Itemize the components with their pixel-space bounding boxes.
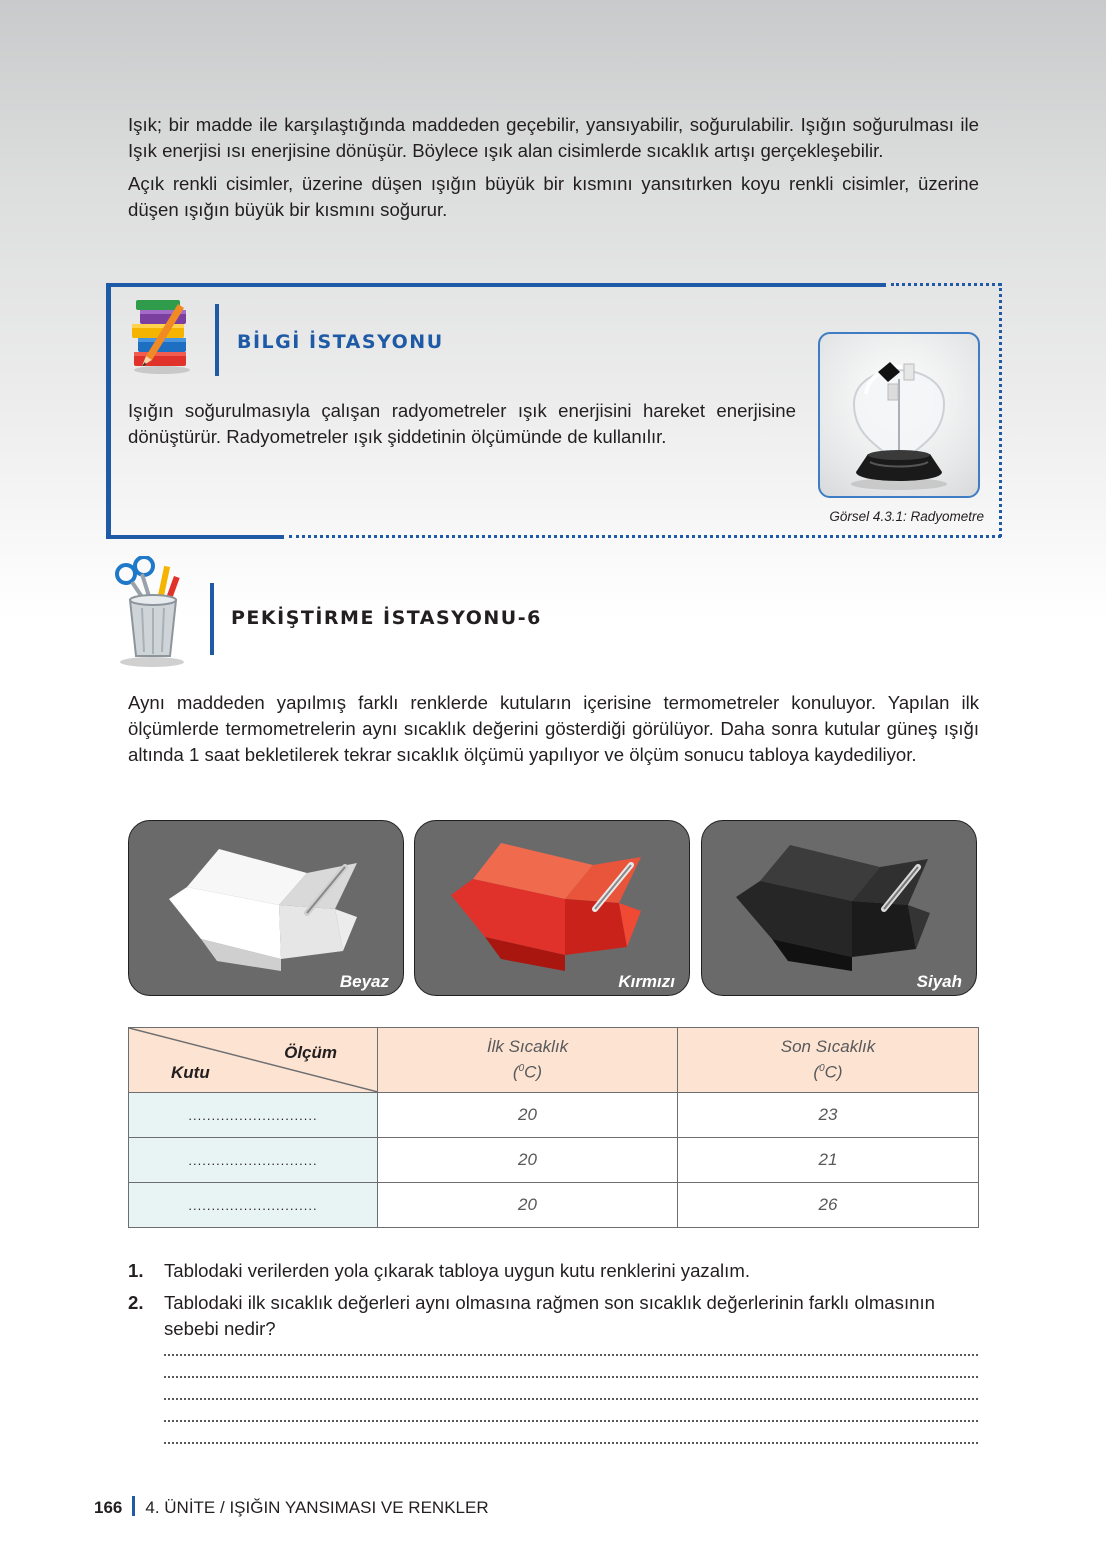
- bilgi-title: BİLGİ İSTASYONU: [237, 331, 444, 353]
- panel-black-box: [701, 820, 977, 996]
- pekistirme-title: PEKİŞTİRME İSTASYONU-6: [231, 607, 542, 629]
- radiometer-caption: Görsel 4.3.1: Radyometre: [829, 509, 984, 524]
- panel-red-box: [414, 820, 690, 996]
- books-icon: [126, 296, 198, 376]
- panel-label-siyah: Siyah: [916, 972, 962, 991]
- question-1-text: Tablodaki verilerden yola çıkarak tabloya uygun kutu renklerini yazalım.: [164, 1260, 751, 1281]
- answer-line[interactable]: [164, 1376, 978, 1378]
- question-2-number: 2.: [128, 1292, 144, 1313]
- table-header-son-label: Son Sıcaklık: [780, 1037, 876, 1057]
- panel-label-kirmizi: Kırmızı: [618, 972, 675, 991]
- panel-white-box: [128, 820, 404, 996]
- table-cell-ilk: 20: [378, 1138, 678, 1183]
- table-corner-olcum: Ölçüm: [284, 1043, 337, 1062]
- table-header-row: [129, 1028, 979, 1093]
- answer-line[interactable]: [164, 1398, 978, 1400]
- table-row: [129, 1138, 979, 1183]
- pekistirme-title-divider: [210, 583, 214, 655]
- black-box-illustration: [702, 821, 976, 995]
- table-cell-kutu[interactable]: ............................: [129, 1138, 378, 1183]
- pencil-cup-icon: [112, 556, 192, 668]
- footer-separator: [132, 1496, 135, 1516]
- intro-paragraph-1: Işık; bir madde ile karşılaştığında maddeden geçebilir, yansıyabilir, soğurulabilir. Işığın soğurulması ile Işık enerjisi ısı enerjisine dönüşür. Böylece ışık alan cisimlerde sıcaklık artışı gerçekleşebilir.: [128, 114, 979, 161]
- question-1: [128, 1258, 980, 1284]
- intro-paragraph-2: Açık renkli cisimler, üzerine düşen ışığın büyük bir kısmını yansıtırken koyu renkli cisimler, üzerine düşen ışığın büyük bir kısmını soğurur.: [128, 173, 979, 220]
- pekistirme-text: [128, 690, 979, 768]
- table-cell-ilk: 20: [378, 1183, 678, 1228]
- unit-title: 4. ÜNİTE / IŞIĞIN YANSIMASI VE RENKLER: [145, 1498, 489, 1517]
- table-cell-kutu[interactable]: ............................: [129, 1183, 378, 1228]
- page-footer: [94, 1496, 489, 1518]
- answer-line[interactable]: [164, 1354, 978, 1356]
- intro-text: [128, 112, 979, 223]
- white-box-illustration: [129, 821, 403, 995]
- table-row: [129, 1093, 979, 1138]
- bilgi-paragraph: Işığın soğurulmasıyla çalışan radyometreler ışık enerjisini hareket enerjisine dönüştürür. Radyometreler ışık şiddetinin ölçümünde de kullanılır.: [128, 400, 796, 447]
- answer-line[interactable]: [164, 1420, 978, 1422]
- table-cell-ilk: 20: [378, 1093, 678, 1138]
- table-corner-kutu: Kutu: [171, 1063, 210, 1082]
- red-box-illustration: [415, 821, 689, 995]
- bilgi-title-divider: [215, 304, 219, 376]
- bilgi-text: [128, 398, 796, 450]
- page-number: 166: [94, 1498, 123, 1517]
- table-cell-kutu[interactable]: ............................: [129, 1093, 378, 1138]
- table-cell-son: 23: [678, 1093, 979, 1138]
- question-2-text: Tablodaki ilk sıcaklık değerleri aynı olmasına rağmen son sıcaklık değerlerinin farklı olmasının sebebi nedir?: [164, 1292, 935, 1339]
- pekistirme-paragraph: Aynı maddeden yapılmış farklı renklerde kutuların içerisine termometreler konuluyor. Yapılan ilk ölçümlerde termometrelerin aynı sıcaklık değerini gösterdiği görülüyor. Daha sonra kutular güneş ışığı altında 1 saat bekletilerek tekrar sıcaklık ölçümü yapılıyor ve ölçüm sonucu tabloya kaydediliyor.: [128, 692, 979, 765]
- table-cell-son: 26: [678, 1183, 979, 1228]
- radiometer-image: [818, 332, 980, 498]
- table-corner-cell: [129, 1028, 378, 1093]
- table-header-ilk-label: İlk Sıcaklık: [486, 1037, 569, 1057]
- table-row: [129, 1183, 979, 1228]
- panel-label-beyaz: Beyaz: [339, 972, 389, 991]
- question-2: [128, 1290, 980, 1342]
- table-header-son: Son Sıcaklık ($^0$C): [678, 1028, 979, 1093]
- table-cell-son: 21: [678, 1138, 979, 1183]
- table-header-ilk: İlk Sıcaklık ($^0$C): [378, 1028, 678, 1093]
- temperature-table: [128, 1027, 979, 1228]
- question-1-number: 1.: [128, 1260, 144, 1281]
- answer-line[interactable]: [164, 1442, 978, 1444]
